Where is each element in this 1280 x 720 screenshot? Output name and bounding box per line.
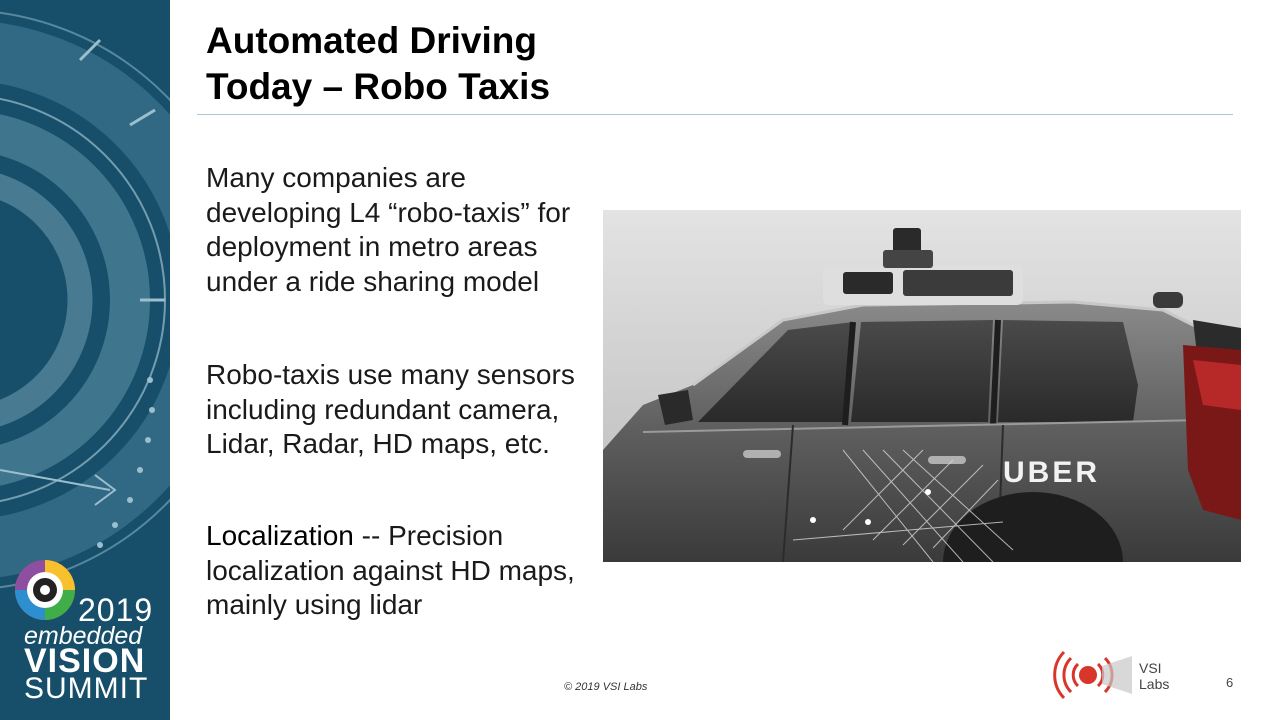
vsi-labs-wordmark	[1139, 660, 1169, 692]
bullet-robo-taxis: Many companies are developing L4 “robo-taxis” for deployment in metro areas under a ride sharing model	[206, 162, 571, 297]
logo-summit: SUMMIT	[24, 672, 149, 705]
slide-title	[206, 18, 550, 110]
uber-brand-text: UBER	[1003, 456, 1101, 489]
labs-line: Labs	[1139, 676, 1170, 692]
copyright-text: © 2019 VSI Labs	[564, 681, 648, 693]
bullet-localization	[206, 519, 601, 623]
localization-text: -- Precision localization against HD maps, mainly using lidar	[206, 520, 575, 620]
title-divider	[197, 114, 1233, 115]
logo-vision: VISION	[24, 642, 146, 680]
slide-title-line1: Automated Driving	[206, 20, 537, 61]
bullet-sensors: Robo-taxis use many sensors including redundant camera, Lidar, Radar, HD maps, etc.	[206, 359, 575, 459]
uber-car-illustration	[603, 210, 1241, 562]
localization-term: Localization	[206, 520, 354, 551]
uber-car-photo	[603, 210, 1241, 562]
sidebar-decoration	[0, 0, 170, 720]
summit-emblem-icon	[15, 560, 75, 620]
slide-title-line2: Today – Robo Taxis	[206, 66, 551, 107]
page-number: 6	[1226, 675, 1234, 690]
vsi-line: VSI	[1139, 660, 1162, 676]
logo-year: 2019	[78, 592, 154, 628]
logo-embedded: embedded	[24, 622, 143, 650]
vsi-broadcast-icon	[1052, 648, 1132, 702]
